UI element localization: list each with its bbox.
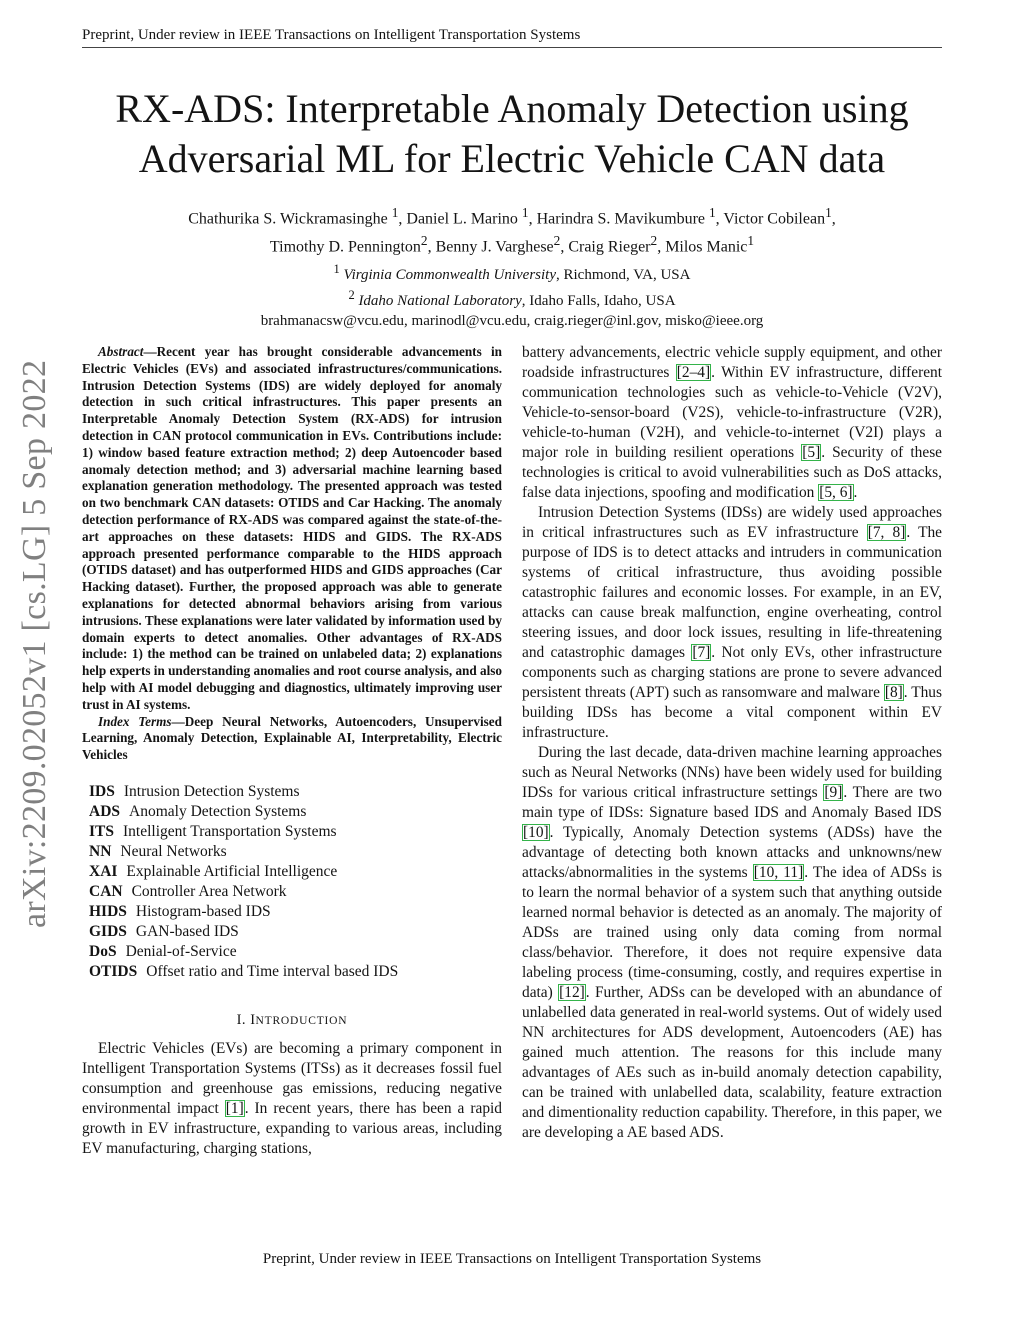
paragraph-text: . Not only EVs, other infrastructure components such as charging stations are prone to severe advanced persistent threats (APT) such as ransomware and malware (522, 644, 942, 701)
affiliation-marker: 1 (825, 205, 832, 220)
acronym-abbr: CAN (89, 882, 123, 900)
page-footer: Preprint, Under review in IEEE Transactions on Intelligent Transportation Systems (262, 1251, 762, 1267)
paper-title (60, 84, 964, 184)
intro-paragraph-3 (522, 743, 942, 1143)
citation-link[interactable]: [8] (884, 684, 903, 701)
intro-paragraph-1 (82, 1039, 502, 1159)
affiliation-2 (60, 285, 964, 311)
section-number: I. (236, 1011, 251, 1028)
affiliation-marker: 1 (333, 261, 340, 276)
acronym-full: Controller Area Network (131, 882, 287, 900)
acronym-item (89, 942, 502, 962)
paragraph-text: . In recent years, there has been a rapid growth in EV infrastructure, expanding to various areas, including EV manufacturing, charging stations, (82, 1099, 502, 1157)
affiliation-name: Virginia Commonwealth University (343, 266, 556, 283)
acronym-abbr: HIDS (89, 902, 127, 920)
acronym-abbr: XAI (89, 862, 118, 880)
affiliation-marker: 1 (747, 233, 755, 249)
author-name: Milos Manic (665, 238, 748, 256)
paragraph-text: Electric Vehicles (EVs) are becoming a primary component in Intelligent Transportation Systems (ITSs) as it decreases fossil fuel consumption and greenhouse gas emissions, reducing negative environmental impact (82, 1039, 502, 1117)
title-line-1: RX-ADS: Interpretable Anomaly Detection using (115, 86, 909, 131)
citation-link[interactable]: [2–4] (676, 364, 711, 381)
citation-link[interactable]: [7] (692, 644, 711, 661)
acronym-item (89, 862, 502, 882)
acronym-full: Intelligent Transportation Systems (123, 822, 337, 840)
paragraph-text: battery advancements, electric vehicle supply equipment, and other roadside infrastructures (522, 344, 942, 381)
intro-paragraph-1-cont (522, 343, 942, 503)
acronym-full: Intrusion Detection Systems (123, 782, 300, 800)
acronym-item (89, 822, 502, 842)
author-line-1: Chathurika S. Wickramasinghe $^1$, Daniel L. Marino $^1$, Harindra S. Mavikumbure $^1$, Victor Cobilean$^1$, (188, 205, 836, 228)
acronym-abbr: ADS (89, 802, 121, 820)
acronym-item (89, 902, 502, 922)
author-name: Timothy D. Pennington (269, 238, 421, 256)
section-heading-introduction (82, 1012, 502, 1029)
affiliation-marker: 1 (709, 205, 716, 220)
acronym-abbr: GIDS (89, 922, 127, 940)
section-title-rest: NTRODUCTION (255, 1014, 348, 1027)
author-name: Victor Cobilean (723, 210, 826, 228)
acronym-abbr: ITS (89, 822, 114, 840)
section-initial: I (250, 1011, 256, 1028)
intro-paragraph-2 (522, 503, 942, 743)
acronym-item (89, 962, 502, 982)
abstract (82, 344, 502, 714)
acronym-abbr: NN (89, 842, 112, 860)
acronym-abbr: OTIDS (89, 962, 138, 980)
acronym-full: GAN-based IDS (135, 922, 239, 940)
acronym-full: Anomaly Detection Systems (129, 802, 307, 820)
paragraph-text: . There are two main type of IDSs: Signature based IDS and Anomaly Based IDS (522, 784, 942, 821)
author-line-2: Timothy D. Pennington$^2$, Benny J. Varghese$^2$, Craig Rieger$^2$, Milos Manic$^1$ (269, 233, 755, 256)
paragraph-text: . (853, 484, 858, 501)
acronym-full: Neural Networks (120, 842, 227, 860)
acronym-full: Denial-of-Service (125, 942, 237, 960)
paragraph-text: . The purpose of IDS is to detect attacks and intruders in communication systems of critical infrastructure, thus avoiding possible catastrophic failures and economic losses. For example, in an EV, attacks can cause break malfunction, engine overheating, control steering issues, and door lock issues, resulting in life-threatening and catastrophic damages (522, 524, 942, 661)
affiliation-marker: 2 (348, 287, 355, 302)
abstract-label: Abstract (98, 344, 144, 359)
affiliation-marker: 2 (420, 233, 428, 249)
acronym-list (89, 782, 502, 982)
citation-link[interactable]: [5, 6] (819, 484, 853, 501)
paragraph-text: . Security of these technologies is critical to avoid vulnerabilities such as DoS attacks, false data injections, spoofing and modification (522, 444, 943, 501)
acronym-abbr: IDS (89, 782, 115, 800)
author-name: Daniel L. Marino (406, 210, 518, 228)
acronym-full: Explainable Artificial Intelligence (126, 862, 338, 880)
affiliation-marker: 1 (521, 205, 529, 220)
acronym-item (89, 882, 502, 902)
paragraph-text: . Further, ADSs can be developed with an abundance of unlabelled data generated in real-world systems. Out of widely used NN architectures for ADS development, Autoencoders (AE) has gained much attention. The reasons for this include many advantages of AEs such as in-build anomaly detection capability, can be trained with unlabelled data, scalability, feature extraction and dimentionality reduction capability. Therefore, in this paper, we are developing a AE based ADS. (522, 984, 942, 1141)
affiliation-marker: 2 (553, 233, 561, 249)
acronym-item (89, 842, 502, 862)
acronym-item (89, 922, 502, 942)
abstract-text: —Recent year has brought considerable advancements in Electric Vehicles (EVs) and associated infrastructures/communications. Intrusion Detection Systems (IDS) are widely deployed for anomaly detection in such critical infrastructures. This paper presents an Interpretable Anomaly Detection System (RX-ADS) for intrusion detection in CAN protocol communication in EVs. Contributions include: 1) window based feature extraction method; 2) deep Autoencoder based anomaly detection method; and 3) adversarial machine learning based explanation generation methodology. The presented approach was tested on two benchmark CAN datasets: OTIDS and Car Hacking. The anomaly detection performance of RX-ADS was compared against the state-of-the-art approaches on these datasets: HIDS and GIDS. The RX-ADS approach presented performance comparable to the HIDS approach (OTIDS dataset) and has outperformed HIDS and GIDS approaches (Car Hacking dataset). Further, the proposed approach was able to generate explanations for detected abnormal behaviors arising from various intrusions. These explanations were later validated by information used by domain experts to detect anomalies. Other advantages of RX-ADS include: 1) the method can be trained on unlabeled data; 2) explanations help experts in understanding anomalies and root course analysis, and also help with AI model debugging and diagnostics, ultimately improving user trust in AI systems. (82, 344, 502, 712)
index-terms (82, 714, 502, 764)
arxiv-identifier: arXiv:2209.02052v1 [cs.LG] 5 Sep 2022 (16, 359, 53, 928)
paragraph-text: During the last decade, data-driven machine learning approaches such as Neural Networks (NNs) have been widely used for building IDSs for various critical infrastructure settings (522, 744, 942, 801)
running-head: Preprint, Under review in IEEE Transactions on Intelligent Transportation Systems (82, 27, 942, 48)
author-name: Craig Rieger (568, 238, 651, 256)
author-emails: brahmanacsw@vcu.edu, marinodl@vcu.edu, craig.rieger@inl.gov, misko@ieee.org (260, 312, 764, 329)
acronym-item (89, 782, 502, 802)
affiliation-marker: 1 (391, 205, 399, 220)
citation-link[interactable]: [7, 8] (867, 524, 906, 541)
author-name: Harindra S. Mavikumbure (536, 210, 705, 228)
acronym-full: Offset ratio and Time interval based IDS (146, 962, 399, 980)
citation-link[interactable]: [10, 11] (753, 864, 804, 881)
index-terms-label: Index Terms (98, 713, 172, 729)
author-block (60, 202, 964, 331)
acronym-full: Histogram-based IDS (135, 902, 271, 920)
author-name: Chathurika S. Wickramasinghe (188, 210, 388, 228)
index-terms-text: —Deep Neural Networks, Autoencoders, Unsupervised Learning, Anomaly Detection, Explainable AI, Interpretability, Electric Vehicles (82, 713, 502, 763)
citation-link[interactable]: [12] (559, 984, 585, 1001)
citation-link[interactable]: [1] (225, 1099, 244, 1117)
paragraph-text: . Typically, Anomaly Detection systems (ADSs) have the advantage of detecting both known attacks and unknowns/new attacks/abnormalities in the systems (522, 824, 942, 881)
citation-link[interactable]: [10] (523, 824, 549, 841)
paragraph-text: Intrusion Detection Systems (IDSs) are widely used approaches in critical infrastructures such as EV infrastructure (522, 504, 942, 541)
paragraph-text: . Thus building IDSs has become a vital component within EV infrastructure. (522, 684, 942, 741)
right-column (522, 343, 942, 1143)
paragraph-text: . Within EV infrastructure, different communication technologies such as vehicle-to-Vehicle (V2V), Vehicle-to-sensor-board (V2S), vehicle-to-infrastructure (V2R), vehicle-to-human (V2H), and vehicle-to-internet (V2I) plays a major role in building resilient operations (522, 364, 942, 461)
affiliation-place: , Richmond, VA, USA (556, 266, 691, 283)
citation-link[interactable]: [9] (824, 784, 843, 801)
citation-link[interactable]: [5] (802, 444, 821, 461)
affiliation-place: , Idaho Falls, Idaho, USA (521, 292, 676, 309)
left-column (82, 344, 502, 1159)
affiliation-1 (60, 259, 964, 285)
acronym-item (89, 802, 502, 822)
affiliation-name: Idaho National Laboratory (358, 292, 522, 309)
acronym-abbr: DoS (89, 942, 117, 960)
affiliation-marker: 2 (650, 233, 658, 249)
author-name: Benny J. Varghese (435, 238, 554, 256)
paragraph-text: . The idea of ADSs is to learn the normal behavior of a system such that anything outside learned normal behavior is detected as an anomaly. The majority of ADSs are trained using only data coming from normal class/behavior. Therefore, it does not require expensive data labeling process (time-consuming, costly, and requires expertise in data) (522, 864, 943, 1001)
title-line-2: Adversarial ML for Electric Vehicle CAN data (138, 136, 886, 181)
